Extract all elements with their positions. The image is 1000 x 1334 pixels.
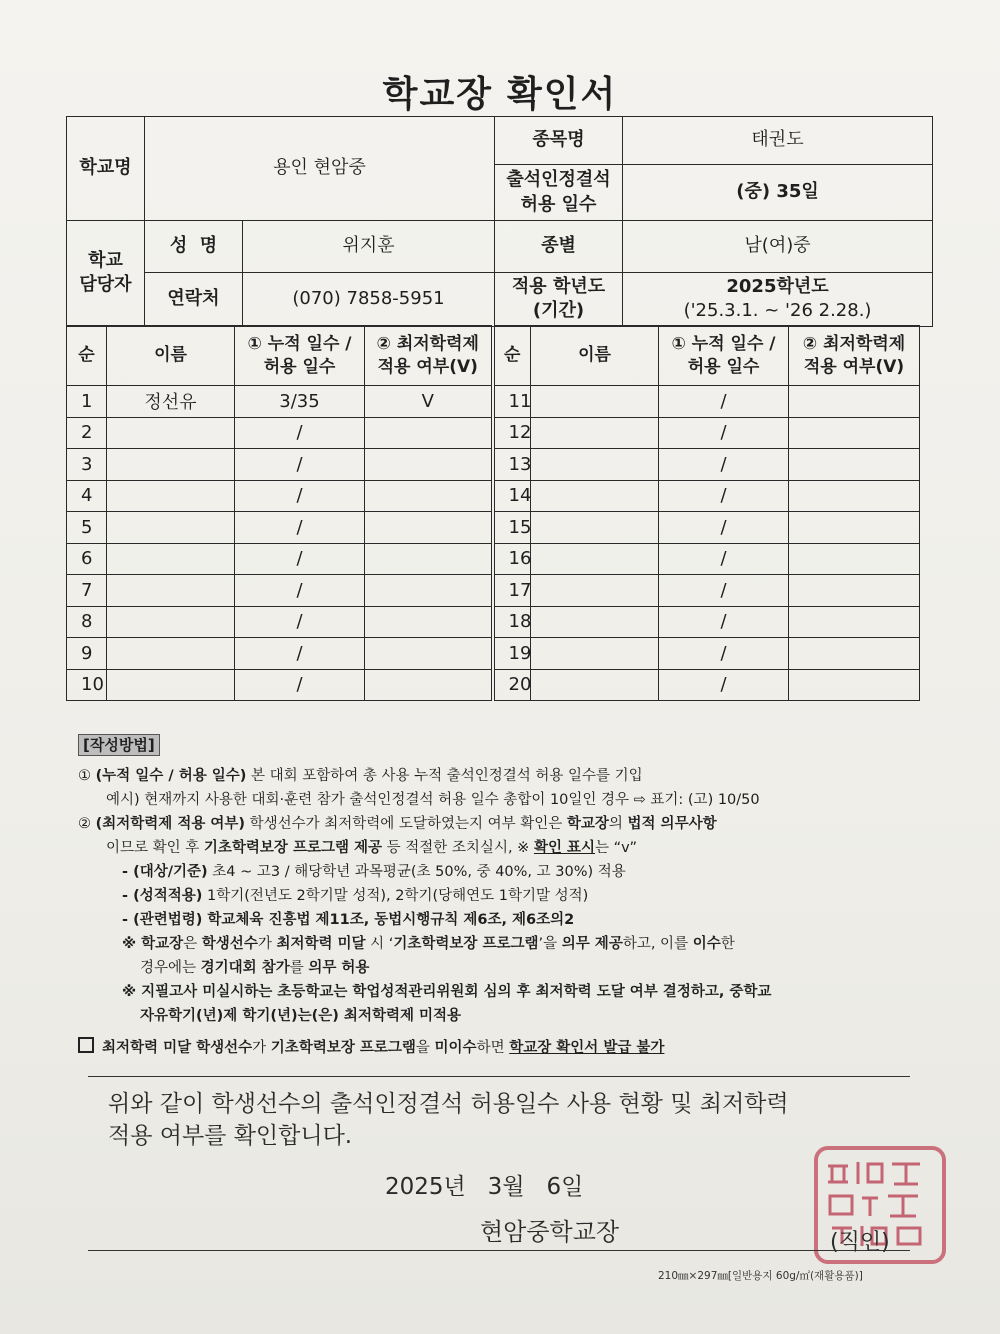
confirmation-statement [108, 1088, 928, 1152]
row-seq: 16 [493, 543, 531, 575]
row-name [107, 543, 235, 575]
divider-top [88, 1076, 910, 1077]
row-days: / [235, 606, 365, 638]
square-bullet-icon [78, 1037, 94, 1053]
instructions [78, 734, 958, 1060]
school-value: 용인 현암중 [145, 117, 495, 221]
row-min [365, 512, 493, 544]
row-seq: 7 [67, 575, 107, 607]
row-days: / [659, 669, 789, 701]
year-label: 적용 학년도 (기간) [495, 273, 623, 327]
row-name [531, 669, 659, 701]
document-title [0, 66, 1000, 117]
instruction-line: - (관련법령) 학교체육 진흥법 제11조, 동법시행규칙 제6조, 제6조의2 [122, 912, 575, 928]
student-table [66, 325, 920, 701]
year-cell [623, 273, 933, 327]
row-seq: 3 [67, 449, 107, 481]
instruction-line: 이므로 확인 후 기초학력보장 프로그램 제공 등 적절한 조치실시, ※ 확인 표시는 “v” [106, 840, 637, 856]
header-seq: 순 [67, 326, 107, 386]
row-days: / [235, 669, 365, 701]
row-days: / [235, 575, 365, 607]
row-min [789, 638, 920, 670]
instruction-warning: 최저학력 미달 학생선수가 기초학력보장 프로그램을 미이수하면 학교장 확인서 발급 불가 [78, 1036, 958, 1060]
row-name [107, 417, 235, 449]
row-days: / [659, 417, 789, 449]
row-name [107, 480, 235, 512]
row-min [365, 449, 493, 481]
row-days: / [659, 606, 789, 638]
row-name [531, 449, 659, 481]
row-seq: 2 [67, 417, 107, 449]
contact-label: 연락처 [145, 273, 243, 327]
header-days: ① 누적 일수 / 허용 일수 [235, 326, 365, 386]
row-name [531, 480, 659, 512]
sport-value: 태권도 [623, 117, 933, 165]
row-days: 3/35 [235, 386, 365, 418]
row-name [107, 575, 235, 607]
sport-label: 종목명 [495, 117, 623, 165]
instruction-line: ※ 학교장은 학생선수가 최저학력 미달 시 ‘기초학력보장 프로그램’을 의무 제공하고, 이를 이수한 [122, 936, 735, 952]
row-min [365, 543, 493, 575]
divider-bottom [88, 1250, 910, 1251]
row-name [531, 575, 659, 607]
instruction-line: 예시) 현재까지 사용한 대회·훈련 참가 출석인정결석 허용 일수 총합이 10일인 경우 ⇨ 표기: (고) 10/50 [106, 792, 760, 808]
year-period: ('25.3.1. ~ '26 2.28.) [683, 300, 872, 322]
table-row [67, 543, 920, 575]
row-days: / [659, 543, 789, 575]
title-word-1: 학교장 [382, 74, 493, 115]
row-seq: 13 [493, 449, 531, 481]
year-value: 2025학년도 [726, 276, 829, 297]
row-min [789, 669, 920, 701]
row-seq: 11 [493, 386, 531, 418]
row-days: / [235, 638, 365, 670]
row-name [107, 606, 235, 638]
row-min [789, 480, 920, 512]
row-days: / [659, 480, 789, 512]
instructions-heading: [작성방법] [78, 734, 160, 756]
header-min: ② 최저학력제 적용 여부(V) [789, 326, 920, 386]
allowed-days-label: 출석인정결석 허용 일수 [495, 165, 623, 221]
staff-name-value: 위지훈 [243, 221, 495, 273]
row-name [531, 543, 659, 575]
row-days: / [235, 543, 365, 575]
row-seq: 4 [67, 480, 107, 512]
header-seq: 순 [493, 326, 531, 386]
table-row [67, 575, 920, 607]
row-min [789, 512, 920, 544]
row-seq: 20 [493, 669, 531, 701]
row-seq: 9 [67, 638, 107, 670]
row-days: / [235, 480, 365, 512]
header-min: ② 최저학력제 적용 여부(V) [365, 326, 493, 386]
row-min [365, 606, 493, 638]
row-min [365, 417, 493, 449]
contact-value: (070) 7858-5951 [243, 273, 495, 327]
header-days: ① 누적 일수 / 허용 일수 [659, 326, 789, 386]
row-min [789, 543, 920, 575]
row-seq: 18 [493, 606, 531, 638]
header-name: 이름 [107, 326, 235, 386]
student-table-body [67, 386, 920, 701]
row-name [531, 512, 659, 544]
row-name [531, 386, 659, 418]
row-name: 정선유 [107, 386, 235, 418]
row-name [107, 669, 235, 701]
row-days: / [235, 449, 365, 481]
row-seq: 15 [493, 512, 531, 544]
row-days: / [235, 417, 365, 449]
table-row [67, 669, 920, 701]
row-min [789, 449, 920, 481]
statement-line-1: 위와 같이 학생선수의 출석인정결석 허용일수 사용 현황 및 최저학력 [108, 1091, 789, 1117]
table-row [67, 638, 920, 670]
table-row [67, 417, 920, 449]
instruction-line: - (성적적용) 1학기(전년도 2학기말 성적), 2학기(당해연도 1학기말 성적) [122, 888, 589, 904]
row-min [789, 417, 920, 449]
row-days: / [659, 575, 789, 607]
row-min [789, 575, 920, 607]
statement-line-2: 적용 여부를 확인합니다. [108, 1123, 353, 1149]
table-row [67, 386, 920, 418]
staff-name-label: 성 명 [145, 221, 243, 273]
row-days: / [659, 512, 789, 544]
instruction-line: 경우에는 경기대회 참가를 의무 허용 [140, 960, 370, 976]
instruction-line: ② (최저학력제 적용 여부) 학생선수가 최저학력에 도달하였는지 여부 확인은 학교장의 법적 의무사항 [78, 816, 717, 832]
row-days: / [659, 449, 789, 481]
table-row [67, 512, 920, 544]
row-min [789, 606, 920, 638]
row-seq: 17 [493, 575, 531, 607]
table-row [67, 606, 920, 638]
row-seq: 14 [493, 480, 531, 512]
principal-name: 현암중학교장 [480, 1218, 620, 1246]
instruction-line: 자유학기(년)제 학기(년)는(은) 최저학력제 미적용 [140, 1008, 462, 1024]
row-seq: 12 [493, 417, 531, 449]
allowed-days-value: (중) 35일 [623, 165, 933, 221]
row-min: V [365, 386, 493, 418]
row-min [365, 638, 493, 670]
row-name [531, 417, 659, 449]
row-min [365, 669, 493, 701]
row-min [365, 575, 493, 607]
info-table [66, 116, 933, 327]
instruction-line: ① (누적 일수 / 허용 일수) 본 대회 포함하여 총 사용 누적 출석인정결석 허용 일수를 기입 [78, 768, 643, 784]
title-word-2: 확인서 [507, 74, 618, 115]
row-name [107, 638, 235, 670]
row-min [789, 386, 920, 418]
row-days: / [659, 386, 789, 418]
row-name [531, 638, 659, 670]
header-name: 이름 [531, 326, 659, 386]
row-seq: 19 [493, 638, 531, 670]
row-seq: 8 [67, 606, 107, 638]
table-row [67, 449, 920, 481]
row-seq: 6 [67, 543, 107, 575]
row-seq: 5 [67, 512, 107, 544]
row-seq: 10 [67, 669, 107, 701]
row-min [365, 480, 493, 512]
gender-label: 종별 [495, 221, 623, 273]
instruction-line: - (대상/기준) 초4 ~ 고3 / 해당학년 과목평균(초 50%, 중 40%, 고 30%) 적용 [122, 864, 626, 880]
paper-spec: 210㎜×297㎜[일반용지 60g/㎡(재활용품)] [658, 1270, 863, 1282]
school-label: 학교명 [67, 117, 145, 221]
row-name [107, 512, 235, 544]
row-seq: 1 [67, 386, 107, 418]
instruction-line: ※ 지필고사 미실시하는 초등학교는 학업성적관리위원회 심의 후 최저학력 도달 여부 결정하고, 중학교 [122, 984, 772, 1000]
row-name [107, 449, 235, 481]
row-name [531, 606, 659, 638]
staff-label: 학교 담당자 [67, 221, 145, 327]
row-days: / [659, 638, 789, 670]
seal-label: (직인) [830, 1230, 890, 1255]
issue-date: 2025년 3월 6일 [385, 1174, 584, 1200]
row-days: / [235, 512, 365, 544]
table-row [67, 480, 920, 512]
gender-value: 남(여)중 [623, 221, 933, 273]
